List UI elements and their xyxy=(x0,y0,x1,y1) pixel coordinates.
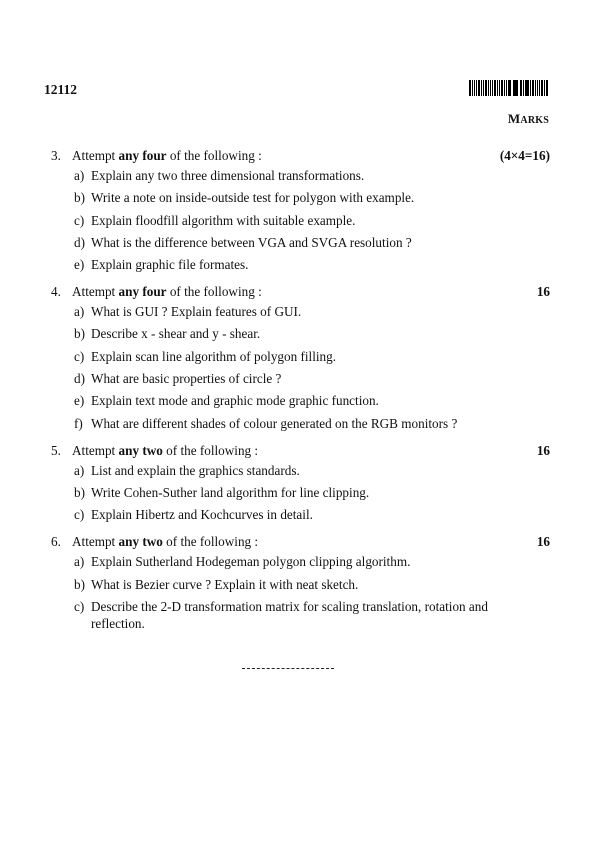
sub-question-label: c) xyxy=(74,212,85,228)
barcode-bar xyxy=(541,80,543,96)
instruction-text: Attempt xyxy=(72,442,119,458)
marks-heading-initial: M xyxy=(507,111,521,126)
sub-question-text: Write a note on inside-outside test for polygon with example. xyxy=(91,190,415,206)
sub-question-label: a) xyxy=(74,304,85,320)
sub-question xyxy=(74,167,550,184)
sub-question-label: f) xyxy=(74,415,83,431)
sub-question xyxy=(74,392,550,409)
sub-question-text: What is Bezier curve ? Explain it with neat sketch. xyxy=(91,576,359,592)
sub-question-text: Describe x - shear and y - shear. xyxy=(91,326,261,342)
sub-question-text: List and explain the graphics standards. xyxy=(91,462,300,478)
sub-question xyxy=(74,212,550,229)
sub-question-list xyxy=(51,553,550,632)
barcode-bar xyxy=(516,80,518,96)
instruction-text: of the following : xyxy=(162,442,259,458)
instruction-emphasis: any four xyxy=(118,148,167,163)
sub-question xyxy=(74,325,550,342)
question-number: 3. xyxy=(51,148,61,163)
marks-heading-rest: ARKS xyxy=(520,115,549,126)
sub-question-label: b) xyxy=(74,326,85,342)
sub-question-list xyxy=(51,167,550,273)
end-divider xyxy=(242,668,334,669)
barcode-bar xyxy=(501,80,503,96)
sub-question-label: a) xyxy=(74,462,85,478)
sub-question-text: Explain Hibertz and Kochcurves in detail. xyxy=(91,507,313,523)
barcode-bar xyxy=(509,80,511,96)
sub-question-text: What are different shades of colour generated on the RGB monitors ? xyxy=(91,415,458,431)
sub-question-label: e) xyxy=(74,257,85,273)
questions-list xyxy=(51,146,550,641)
barcode-icon xyxy=(469,80,549,96)
instruction-text: of the following : xyxy=(166,148,262,163)
sub-question xyxy=(74,348,550,365)
barcode-bar xyxy=(478,80,480,96)
sub-question-label: a) xyxy=(74,168,85,183)
question-3 xyxy=(51,146,550,273)
sub-question-text: Write Cohen-Suther land algorithm for line clipping. xyxy=(91,484,370,500)
sub-question-text: Describe the 2-D transformation matrix for scaling translation, rotation and reflection. xyxy=(91,598,488,631)
barcode-bar xyxy=(476,80,477,96)
instruction-emphasis: any two xyxy=(118,442,163,458)
sub-question-label: b) xyxy=(74,190,85,206)
barcode-bar xyxy=(490,80,491,96)
barcode-bar xyxy=(544,80,545,96)
sub-question xyxy=(74,553,550,570)
sub-question-list xyxy=(51,462,550,524)
sub-question xyxy=(74,303,550,320)
barcode-bar xyxy=(494,80,496,96)
question-6 xyxy=(51,532,550,632)
barcode-bar xyxy=(525,80,527,96)
sub-question xyxy=(74,598,550,632)
paper-code: 12112 xyxy=(44,82,78,97)
barcode-bar xyxy=(523,80,524,96)
instruction-text: Attempt xyxy=(72,284,119,300)
question-marks: 16 xyxy=(536,442,550,458)
question-marks: 16 xyxy=(536,534,550,550)
instruction-text: of the following : xyxy=(166,284,262,300)
sub-question-label: a) xyxy=(74,554,85,570)
sub-question-text: Explain graphic file formates. xyxy=(91,257,249,273)
question-heading xyxy=(51,441,550,462)
barcode-bar xyxy=(485,80,487,96)
barcode-bar xyxy=(483,80,484,96)
sub-question xyxy=(74,189,550,206)
question-5 xyxy=(51,441,550,524)
question-number: 6. xyxy=(51,534,61,550)
question-heading xyxy=(51,282,550,303)
instruction-text: Attempt xyxy=(72,148,119,163)
sub-question-text: What is GUI ? Explain features of GUI. xyxy=(91,304,302,320)
sub-question-text: Explain Sutherland Hodegeman polygon clipping algorithm. xyxy=(91,554,411,570)
question-number: 5. xyxy=(51,442,61,458)
sub-question xyxy=(74,415,550,432)
barcode-bar xyxy=(504,80,505,96)
sub-question xyxy=(74,576,550,593)
question-number: 4. xyxy=(51,284,61,300)
instruction-text: of the following : xyxy=(162,534,259,550)
sub-question-label: c) xyxy=(74,598,85,614)
sub-question xyxy=(74,370,550,387)
sub-question-text: Explain any two three dimensional transformations. xyxy=(91,168,365,183)
barcode-bar xyxy=(546,80,548,96)
sub-question-text: What are basic properties of circle ? xyxy=(91,371,282,387)
sub-question-label: c) xyxy=(74,348,85,364)
barcode-bar xyxy=(469,80,471,96)
sub-question-label: d) xyxy=(74,234,85,250)
sub-question xyxy=(74,234,550,251)
sub-question xyxy=(74,462,550,479)
barcode-bar xyxy=(530,80,531,96)
question-marks: (4×4=16) xyxy=(499,148,550,163)
sub-question-label: b) xyxy=(74,576,85,592)
instruction-emphasis: any two xyxy=(118,534,163,550)
barcode-bar xyxy=(532,80,534,96)
sub-question xyxy=(74,506,550,523)
question-marks: 16 xyxy=(536,284,550,300)
question-4 xyxy=(51,282,550,431)
question-heading xyxy=(51,532,550,553)
sub-question-text: Explain floodfill algorithm with suitable example. xyxy=(91,212,356,228)
sub-question-text: Explain scan line algorithm of polygon filling. xyxy=(91,348,337,364)
barcode-bar xyxy=(537,80,538,96)
marks-heading xyxy=(508,111,549,127)
instruction-emphasis: any four xyxy=(118,284,167,300)
sub-question-list xyxy=(51,303,550,431)
sub-question xyxy=(74,256,550,273)
sub-question xyxy=(74,484,550,501)
sub-question-label: c) xyxy=(74,507,85,523)
sub-question-label: d) xyxy=(74,371,85,387)
sub-question-text: What is the difference between VGA and SVGA resolution ? xyxy=(91,234,412,250)
sub-question-text: Explain text mode and graphic mode graphic function. xyxy=(91,393,379,409)
question-heading xyxy=(51,146,550,167)
sub-question-label: b) xyxy=(74,484,85,500)
instruction-text: Attempt xyxy=(72,534,119,550)
barcode-bar xyxy=(497,80,498,96)
sub-question-label: e) xyxy=(74,393,85,409)
